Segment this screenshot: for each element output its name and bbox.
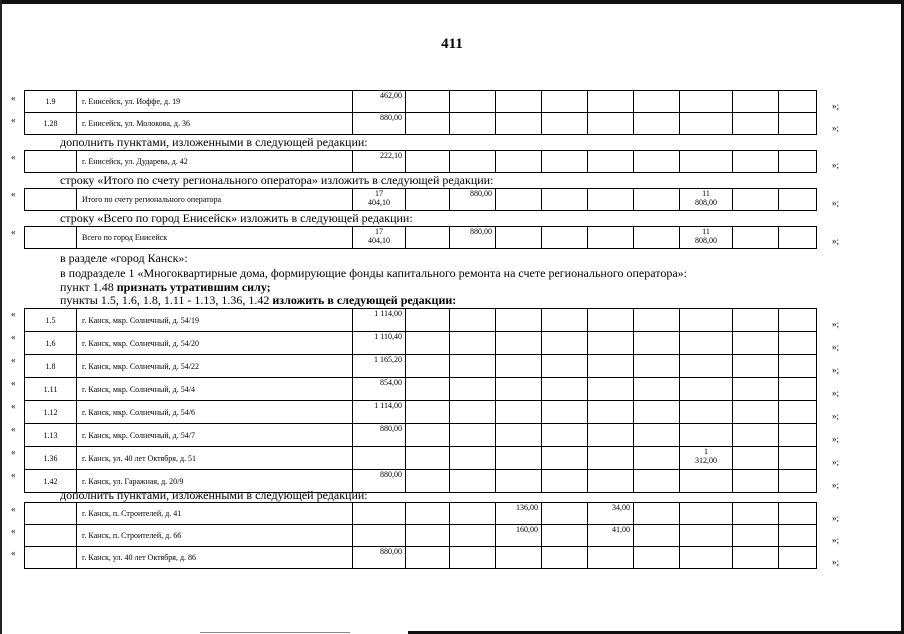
scan-border-left — [0, 0, 2, 634]
item-cost — [353, 447, 406, 470]
item-number: 1.13 — [25, 424, 77, 447]
quote-open: « — [11, 227, 16, 237]
instruction-add-items-kansk: дополнить пунктами, изложенными в следующей редакции: — [60, 488, 368, 502]
item-address: г. Канск, мкр. Солнечный, д. 54/4 — [77, 378, 353, 401]
quote-open: « — [11, 548, 16, 558]
item-address: г. Канск, п. Строителей, д. 41 — [77, 503, 353, 525]
total-cost: 17 404,10 — [353, 189, 406, 211]
item-number: 1.8 — [25, 355, 77, 378]
quote-open: « — [11, 424, 16, 434]
item-cost: 1 114,00 — [353, 309, 406, 332]
item-cost-col10: 1 312,00 — [680, 447, 733, 470]
quote-open: « — [11, 470, 16, 480]
total-label: Всего по город Енисейск — [77, 227, 353, 249]
item-address: г. Канск, мкр. Солнечный, д. 54/20 — [77, 332, 353, 355]
item-address: г. Канск, мкр. Солнечный, д. 54/19 — [77, 309, 353, 332]
item-cost-col4 — [496, 547, 542, 569]
quote-close: »; — [832, 457, 840, 467]
item-cost-col6 — [588, 547, 634, 569]
item-cost: 222,10 — [353, 151, 406, 173]
subsection-1: в подразделе 1 «Многоквартирные дома, формирующие фонды капитального ремонта на счете регионального оператора»: — [60, 266, 687, 280]
table-row — [25, 113, 817, 135]
table-row — [25, 332, 817, 355]
quote-close: »; — [832, 365, 840, 375]
table-row — [25, 309, 817, 332]
table-segment-yeniseisk-items — [24, 90, 817, 135]
item-address: г. Канск, ул. Гаражная, д. 20/9 — [77, 470, 353, 493]
item-cost: 462,00 — [353, 91, 406, 113]
item-address: г. Канск, мкр. Солнечный, д. 54/22 — [77, 355, 353, 378]
total-cost-col10: 11 808,00 — [680, 227, 733, 249]
scan-border-bottom-faint — [200, 632, 350, 633]
quote-close: »; — [832, 434, 840, 444]
quote-close: »; — [832, 411, 840, 421]
quote-open: « — [11, 152, 16, 162]
instruction-itogo: строку «Итого по счету регионального оператора» изложить в следующей редакции: — [60, 173, 494, 187]
table-row — [25, 91, 817, 113]
quote-close: »; — [832, 480, 840, 490]
item-address: г. Енисейск, ул. Молокова, д. 36 — [77, 113, 353, 135]
item-cost-col4: 160,00 — [496, 525, 542, 547]
table-row — [25, 151, 817, 173]
item-number: 1.28 — [25, 113, 77, 135]
quote-close: »; — [832, 342, 840, 352]
item-number — [25, 547, 77, 569]
quote-open: « — [11, 378, 16, 388]
item-cost — [353, 503, 406, 525]
quote-close: »; — [832, 160, 840, 170]
quote-open: « — [11, 355, 16, 365]
section-kansk: в разделе «город Канск»: — [60, 251, 188, 265]
item-cost: 880,00 — [353, 547, 406, 569]
item-cost: 880,00 — [353, 470, 406, 493]
quote-close: »; — [832, 535, 840, 545]
item-cost: 854,00 — [353, 378, 406, 401]
quote-open: « — [11, 504, 16, 514]
table-row — [25, 378, 817, 401]
table-row — [25, 525, 817, 547]
item-address: г. Канск, мкр. Солнечный, д. 54/7 — [77, 424, 353, 447]
table-row — [25, 355, 817, 378]
table-row — [25, 189, 817, 211]
instruction-add-items: дополнить пунктами, изложенными в следующей редакции: — [60, 135, 368, 149]
table-row — [25, 401, 817, 424]
table-segment-kansk-items — [24, 308, 817, 493]
quote-open: « — [11, 189, 16, 199]
item-number: 1.42 — [25, 470, 77, 493]
instruction-restate: пункты 1.5, 1.6, 1.8, 1.11 - 1.13, 1.36, 1.42 изложить в следующей редакции: — [60, 293, 457, 307]
table-segment-vsego — [24, 226, 817, 249]
page-number: 411 — [441, 36, 463, 52]
quote-close: »; — [832, 319, 840, 329]
item-address: г. Канск, мкр. Солнечный, д. 54/6 — [77, 401, 353, 424]
item-cost: 880,00 — [353, 424, 406, 447]
quote-close: »; — [832, 388, 840, 398]
item-number: 1.36 — [25, 447, 77, 470]
table-row — [25, 547, 817, 569]
item-number: 1.9 — [25, 91, 77, 113]
quote-open: « — [11, 332, 16, 342]
table-row — [25, 447, 817, 470]
total-cost-col3: 880,00 — [450, 189, 496, 211]
item-address: г. Енисейск, ул. Иоффе, д. 19 — [77, 91, 353, 113]
quote-close: »; — [832, 236, 840, 246]
item-cost-col4: 136,00 — [496, 503, 542, 525]
quote-open: « — [11, 93, 16, 103]
item-number — [25, 503, 77, 525]
table-row — [25, 503, 817, 525]
total-cost: 17 404,10 — [353, 227, 406, 249]
quote-close: »; — [832, 101, 840, 111]
item-number: 1.11 — [25, 378, 77, 401]
item-cost — [353, 525, 406, 547]
table-segment-kansk-added — [24, 502, 817, 569]
item-cost: 880,00 — [353, 113, 406, 135]
total-label: Итого по счету регионального оператора — [77, 189, 353, 211]
table-row — [25, 424, 817, 447]
item-cost: 1 114,00 — [353, 401, 406, 424]
item-number: 1.12 — [25, 401, 77, 424]
item-number — [25, 151, 77, 173]
item-cost: 1 110,40 — [353, 332, 406, 355]
quote-open: « — [11, 115, 16, 125]
quote-close: »; — [832, 123, 840, 133]
quote-open: « — [11, 401, 16, 411]
instruction-vsego: строку «Всего по город Енисейск» изложить в следующей редакции: — [60, 211, 413, 225]
item-address: г. Канск, ул. 40 лет Октября, д. 86 — [77, 547, 353, 569]
quote-open: « — [11, 526, 16, 536]
item-number: 1.5 — [25, 309, 77, 332]
item-number: 1.6 — [25, 332, 77, 355]
item-cost-col6: 41,00 — [588, 525, 634, 547]
item-cost-col6: 34,00 — [588, 503, 634, 525]
item-number — [25, 525, 77, 547]
item-address: г. Енисейск, ул. Дударева, д. 42 — [77, 151, 353, 173]
quote-close: »; — [832, 557, 840, 567]
item-address: г. Канск, ул. 40 лет Октября, д. 51 — [77, 447, 353, 470]
table-row — [25, 227, 817, 249]
quote-open: « — [11, 309, 16, 319]
table-segment-itogo — [24, 188, 817, 211]
quote-open: « — [11, 447, 16, 457]
instruction-invalidate: пункт 1.48 признать утратившим силу; — [60, 280, 271, 294]
quote-close: »; — [832, 198, 840, 208]
table-segment-yeniseisk-added — [24, 150, 817, 173]
total-cost-col3: 880,00 — [450, 227, 496, 249]
item-cost: 1 165,20 — [353, 355, 406, 378]
total-cost-col10: 11 808,00 — [680, 189, 733, 211]
scan-border-top — [0, 0, 903, 4]
quote-close: »; — [832, 513, 840, 523]
item-address: г. Канск, п. Строителей, д. 66 — [77, 525, 353, 547]
